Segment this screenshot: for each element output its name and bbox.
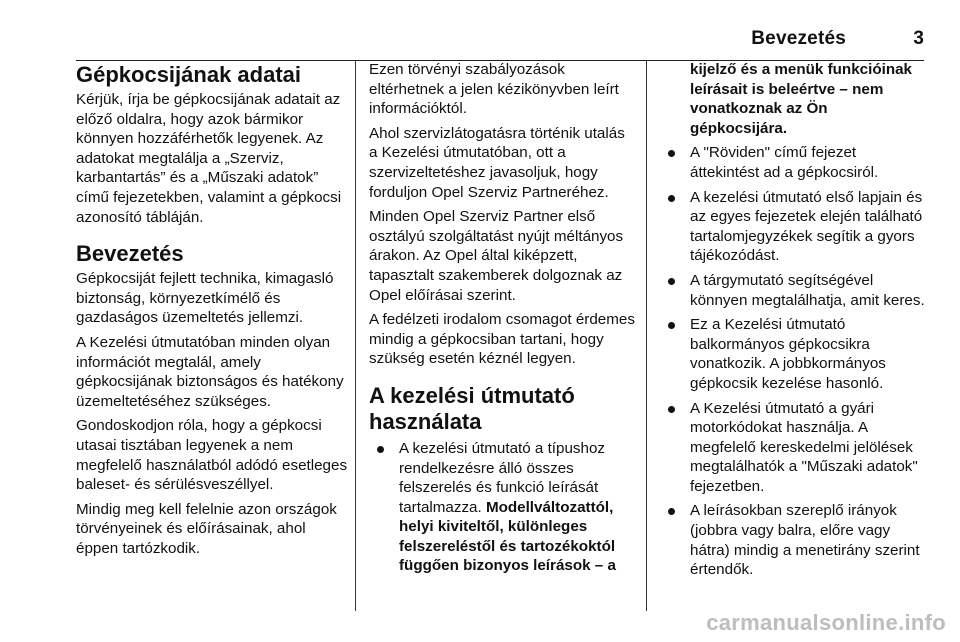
- paragraph: Gondoskodjon róla, hogy a gépkocsi utasai tisztában legyenek a nem megfelelő használatból adódó esetleges baleset- és sérülésveszéllyel.: [76, 417, 348, 494]
- column-divider-1: [355, 60, 356, 611]
- column-2: [369, 60, 637, 576]
- list-item-text: A tárgymutató segítségével könnyen megtalálhatja, amit keres.: [690, 271, 925, 309]
- bullet-list: [660, 143, 926, 579]
- bullet-icon: [377, 446, 384, 453]
- list-item: [660, 271, 926, 310]
- bullet-icon: [668, 406, 675, 413]
- heading-using-manual: A kezelési útmutató használata: [369, 382, 575, 434]
- column-1: [76, 60, 348, 558]
- paragraph: A fedélzeti irodalom csomagot érdemes mindig a gépkocsiban tartani, hogy szükség esetén kéznél legyen.: [369, 311, 635, 368]
- paragraph: Ahol szervizlátogatásra történik utalás a Kezelési útmutatóban, ott a szervizeltetéshez javasoljuk, hogy forduljon Opel Szerviz Partneréhez.: [369, 124, 625, 201]
- bullet-icon: [668, 195, 675, 202]
- list-item: [660, 315, 926, 393]
- paragraph: Mindig meg kell felelnie azon országok törvényeinek és előírásainak, ahol éppen tartózkodik.: [76, 500, 337, 557]
- bullet-list: [369, 439, 637, 576]
- list-item: [660, 143, 926, 182]
- page-header: [76, 22, 924, 61]
- bullet-icon: [668, 278, 675, 285]
- watermark: carmanualsonline.info: [706, 610, 946, 635]
- list-item: [660, 501, 926, 579]
- paragraph: Kérjük, írja be gépkocsijának adatait az előző oldalra, hogy azok bármikor könnyen hozzáférhetők legyenek. Az adatokat megtalálja a „Szerviz, karbantartás” és a „Műszaki adatok” című fejezetekben, valamint a gépkocsi azonosító tábláján.: [76, 91, 342, 226]
- paragraph: Gépkocsiját fejlett technika, kimagasló biztonság, környezetkímélő és gazdaságos üzemeltetés jellemzi.: [76, 270, 334, 327]
- bullet-icon: [668, 322, 675, 329]
- list-item-text: Ez a Kezelési útmutató balkormányos gépkocsikra vonatkozik. A jobbkormányos gépkocsik kezelése hasonló.: [690, 316, 886, 392]
- column-3: [660, 60, 926, 580]
- page-number: 3: [913, 28, 924, 49]
- list-item-text: A kezelési útmutató a típushoz rendelkezésre álló összes felszerelés és funkció leírását tartalmazza.: [399, 439, 605, 516]
- paragraph: Ezen törvényi szabályozások eltérhetnek a jelen kézikönyvben leírt információktól.: [369, 61, 619, 118]
- paragraph: A Kezelési útmutatóban minden olyan információt megtalál, amely gépkocsijának biztonságos és hatékony üzemeltetéséhez szükséges.: [76, 333, 344, 410]
- list-item-bold-text: Modellváltozattól, helyi kiviteltől, különleges felszereléstől és tartozékoktól függően bizonyos leírások – a: [399, 498, 616, 575]
- list-item: [369, 439, 637, 576]
- continued-bold-text: kijelző és a menük funkcióinak leírásait is beleértve – nem vonatkoznak az Ön gépkocsijára.: [690, 61, 912, 137]
- chapter-title: Bevezetés: [751, 28, 846, 49]
- heading-vehicle-data: Gépkocsijának adatai: [76, 62, 301, 87]
- list-item: [660, 399, 926, 497]
- list-item-text: A leírásokban szereplő irányok (jobbra vagy balra, előre vagy hátra) mindig a menetirány szerint értendők.: [690, 502, 920, 579]
- continued-paragraph: [660, 60, 926, 138]
- list-item: [660, 188, 926, 266]
- bullet-icon: [668, 150, 675, 157]
- bullet-icon: [668, 508, 675, 515]
- column-divider-2: [646, 60, 647, 611]
- list-item-text: A kezelési útmutató első lapjain és az egyes fejezetek elején található tartalomjegyzékek segítik a gyors tájékozódást.: [690, 188, 923, 265]
- paragraph: Minden Opel Szerviz Partner első osztályú szolgáltatást nyújt méltányos árakon. Az Opel által kiképzett, tapasztalt szakemberek dolgoznak az Opel előírásai szerint.: [369, 208, 624, 304]
- heading-introduction: Bevezetés: [76, 241, 184, 267]
- list-item-text: A Kezelési útmutató a gyári motorkódokat használja. A megfelelő kereskedelmi jelölések megtalálhatók a "Műszaki adatok" fejezetben.: [690, 399, 918, 495]
- list-item-text: A "Röviden" című fejezet áttekintést ad a gépkocsiról.: [690, 144, 879, 181]
